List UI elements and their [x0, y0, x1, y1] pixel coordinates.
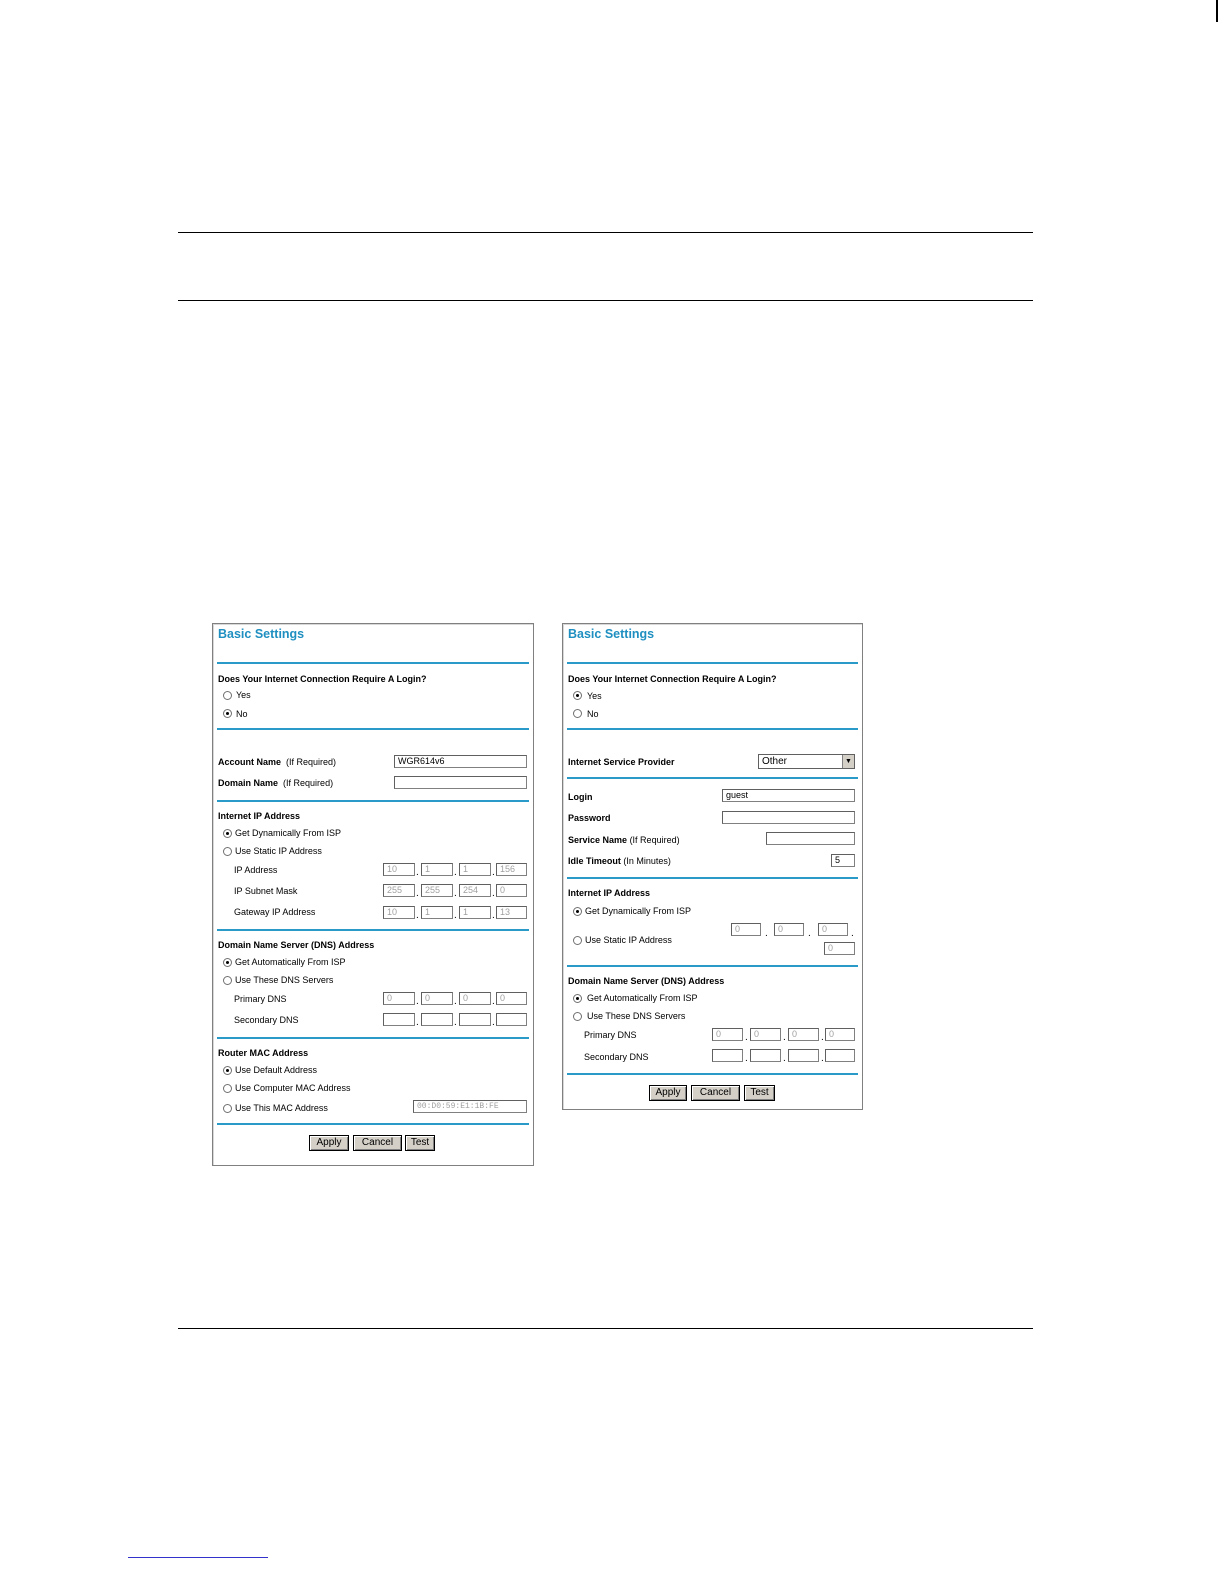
dns-manual-radio[interactable]: [223, 976, 232, 985]
ip-address-octet-1[interactable]: 10: [383, 863, 415, 876]
dns-heading: Domain Name Server (DNS) Address: [218, 940, 375, 950]
header-rule-top: [178, 232, 1033, 233]
secondary-dns-octet-1[interactable]: [383, 1013, 415, 1026]
static-ip-octet-2[interactable]: 0: [774, 923, 804, 936]
apply-button[interactable]: Apply: [649, 1085, 687, 1101]
login-yes-label: Yes: [236, 690, 251, 700]
login-question: Does Your Internet Connection Require A Login?: [568, 674, 777, 684]
primary-dns-octet-4[interactable]: 0: [825, 1028, 855, 1041]
chevron-down-icon: ▼: [842, 755, 854, 768]
subnet-mask-label: IP Subnet Mask: [234, 886, 298, 896]
static-ip-octet-1[interactable]: 0: [731, 923, 761, 936]
page-edge-mark: [1216, 0, 1218, 22]
domain-name-input[interactable]: [394, 776, 527, 789]
dns-manual-label: Use These DNS Servers: [587, 1011, 686, 1021]
dns-auto-radio[interactable]: [573, 994, 582, 1003]
secondary-dns-label: Secondary DNS: [584, 1052, 649, 1062]
header-rule-bottom: [178, 300, 1033, 301]
gateway-octet-1[interactable]: 10: [383, 906, 415, 919]
isp-select[interactable]: [758, 754, 855, 769]
divider: [217, 800, 529, 802]
cancel-button[interactable]: Cancel: [691, 1085, 740, 1101]
ip-address-octet-2[interactable]: 1: [421, 863, 453, 876]
mac-computer-label: Use Computer MAC Address: [235, 1083, 351, 1093]
divider: [217, 662, 529, 664]
dns-auto-label: Get Automatically From ISP: [235, 957, 346, 967]
divider: [567, 965, 858, 967]
divider: [217, 1123, 529, 1125]
primary-dns-octet-4[interactable]: 0: [496, 992, 527, 1005]
login-label: Login: [568, 792, 593, 802]
footer-link-underline: [128, 1557, 268, 1558]
divider: [567, 1073, 858, 1075]
internet-ip-heading: Internet IP Address: [218, 811, 301, 821]
footer-rule: [178, 1328, 1033, 1329]
secondary-dns-label: Secondary DNS: [234, 1015, 299, 1025]
mac-custom-radio[interactable]: [223, 1104, 232, 1113]
dns-auto-radio[interactable]: [223, 958, 232, 967]
cancel-button[interactable]: Cancel: [353, 1135, 402, 1151]
account-name-input[interactable]: WGR614v6: [394, 755, 527, 768]
gateway-label: Gateway IP Address: [234, 907, 316, 917]
password-label: Password: [568, 813, 611, 823]
divider: [217, 728, 529, 730]
service-name-label: Service Name (If Required): [568, 835, 680, 845]
domain-name-label: Domain Name (If Required): [218, 778, 334, 788]
idle-timeout-input[interactable]: 5: [831, 854, 855, 867]
secondary-dns-octet-4[interactable]: [496, 1013, 527, 1026]
mac-default-label: Use Default Address: [235, 1065, 318, 1075]
static-ip-octet-4[interactable]: 0: [824, 942, 855, 955]
isp-selected-value: Other: [762, 756, 788, 767]
gateway-octet-4[interactable]: 13: [496, 906, 527, 919]
subnet-octet-4[interactable]: 0: [496, 884, 527, 897]
ip-address-label: IP Address: [234, 865, 278, 875]
panel-title: Basic Settings: [218, 627, 305, 641]
ip-static-radio[interactable]: [573, 936, 582, 945]
secondary-dns-octet-4[interactable]: [825, 1049, 855, 1062]
basic-settings-panel-login: Basic Settings Does Your Internet Connection Require A Login? Yes No Internet Service Provider Other ▼ Login guest Password Service Name (If Required) Idle Timeout (In Minutes) 5 Internet IP Address Get Dynamically From ISP Use Static IP Address 0 . 0 . 0 . 0 Domain Name Server (DNS) Address Get Automatically From ISP Use These DNS Servers Primary DNS 0 . 0 . 0 . 0 Secondary DNS . . . Apply Cancel Test: [562, 623, 863, 1110]
idle-timeout-label: Idle Timeout (In Minutes): [568, 856, 671, 866]
isp-label: Internet Service Provider: [568, 757, 675, 767]
mac-address-input[interactable]: 00:D0:59:E1:1B:FE: [413, 1100, 527, 1113]
divider: [217, 929, 529, 931]
ip-dynamic-radio[interactable]: [573, 907, 582, 916]
secondary-dns-octet-2[interactable]: [750, 1049, 781, 1062]
secondary-dns-octet-3[interactable]: [788, 1049, 819, 1062]
primary-dns-octet-2[interactable]: 0: [421, 992, 453, 1005]
login-no-label: No: [236, 709, 248, 719]
login-no-radio[interactable]: [223, 709, 232, 718]
primary-dns-octet-3[interactable]: 0: [459, 992, 491, 1005]
ip-dynamic-radio[interactable]: [223, 829, 232, 838]
secondary-dns-octet-2[interactable]: [421, 1013, 453, 1026]
login-input[interactable]: guest: [722, 789, 855, 802]
mac-heading: Router MAC Address: [218, 1048, 309, 1058]
static-ip-octet-3[interactable]: 0: [818, 923, 848, 936]
mac-computer-radio[interactable]: [223, 1084, 232, 1093]
login-yes-label: Yes: [587, 691, 602, 701]
login-question: Does Your Internet Connection Require A Login?: [218, 674, 427, 684]
primary-dns-octet-3[interactable]: 0: [788, 1028, 819, 1041]
internet-ip-heading: Internet IP Address: [568, 888, 651, 898]
ip-static-radio[interactable]: [223, 847, 232, 856]
primary-dns-octet-1[interactable]: 0: [712, 1028, 743, 1041]
account-name-label: Account Name (If Required): [218, 757, 337, 767]
apply-button[interactable]: Apply: [309, 1135, 349, 1151]
subnet-octet-2[interactable]: 255: [421, 884, 453, 897]
primary-dns-octet-1[interactable]: 0: [383, 992, 415, 1005]
dns-manual-label: Use These DNS Servers: [235, 975, 334, 985]
ip-address-octet-3[interactable]: 1: [459, 863, 491, 876]
gateway-octet-3[interactable]: 1: [459, 906, 491, 919]
dns-auto-label: Get Automatically From ISP: [587, 993, 698, 1003]
password-input[interactable]: [722, 811, 855, 824]
dns-manual-radio[interactable]: [573, 1012, 582, 1021]
login-no-label: No: [587, 709, 599, 719]
login-yes-radio[interactable]: [223, 691, 232, 700]
mac-custom-label: Use This MAC Address: [235, 1103, 328, 1113]
dns-heading: Domain Name Server (DNS) Address: [568, 976, 725, 986]
ip-static-label: Use Static IP Address: [235, 846, 322, 856]
test-button[interactable]: Test: [744, 1085, 775, 1101]
divider: [567, 662, 858, 664]
ip-dynamic-label: Get Dynamically From ISP: [585, 906, 692, 916]
mac-default-radio[interactable]: [223, 1066, 232, 1075]
login-no-radio[interactable]: [573, 709, 582, 718]
ip-static-label: Use Static IP Address: [585, 935, 672, 945]
primary-dns-label: Primary DNS: [584, 1030, 637, 1040]
gateway-octet-2[interactable]: 1: [421, 906, 453, 919]
primary-dns-label: Primary DNS: [234, 994, 287, 1004]
subnet-octet-3[interactable]: 254: [459, 884, 491, 897]
login-yes-radio[interactable]: [573, 691, 582, 700]
primary-dns-octet-2[interactable]: 0: [750, 1028, 781, 1041]
subnet-octet-1[interactable]: 255: [383, 884, 415, 897]
test-button[interactable]: Test: [405, 1135, 435, 1151]
secondary-dns-octet-1[interactable]: [712, 1049, 743, 1062]
divider: [567, 728, 858, 730]
ip-dynamic-label: Get Dynamically From ISP: [235, 828, 342, 838]
secondary-dns-octet-3[interactable]: [459, 1013, 491, 1026]
panel-title: Basic Settings: [568, 627, 655, 641]
divider: [567, 877, 858, 879]
divider: [567, 777, 858, 779]
basic-settings-panel-no-login: Basic Settings Does Your Internet Connection Require A Login? Yes No Account Name (If Required) WGR614v6 Domain Name (If Required) Internet IP Address Get Dynamically From ISP Use Static IP Address IP Address 10 . 1 . 1 . 156 IP Subnet Mask 255 . 255 . 254 . 0 Gateway IP Address 10 . 1 . 1 . 13 Domain Name Server (DNS) Address Get Automatically From ISP Use These DNS Servers Primary DNS 0 . 0 . 0 . 0 Secondary DNS . . . Router MAC Address Use Default Address Use Computer MAC Address Use This MAC Address 00:D0:59:E1:1B:FE Apply Cancel Test: [212, 623, 534, 1166]
divider: [217, 1037, 529, 1039]
ip-address-octet-4[interactable]: 156: [496, 863, 527, 876]
service-name-input[interactable]: [766, 832, 855, 845]
